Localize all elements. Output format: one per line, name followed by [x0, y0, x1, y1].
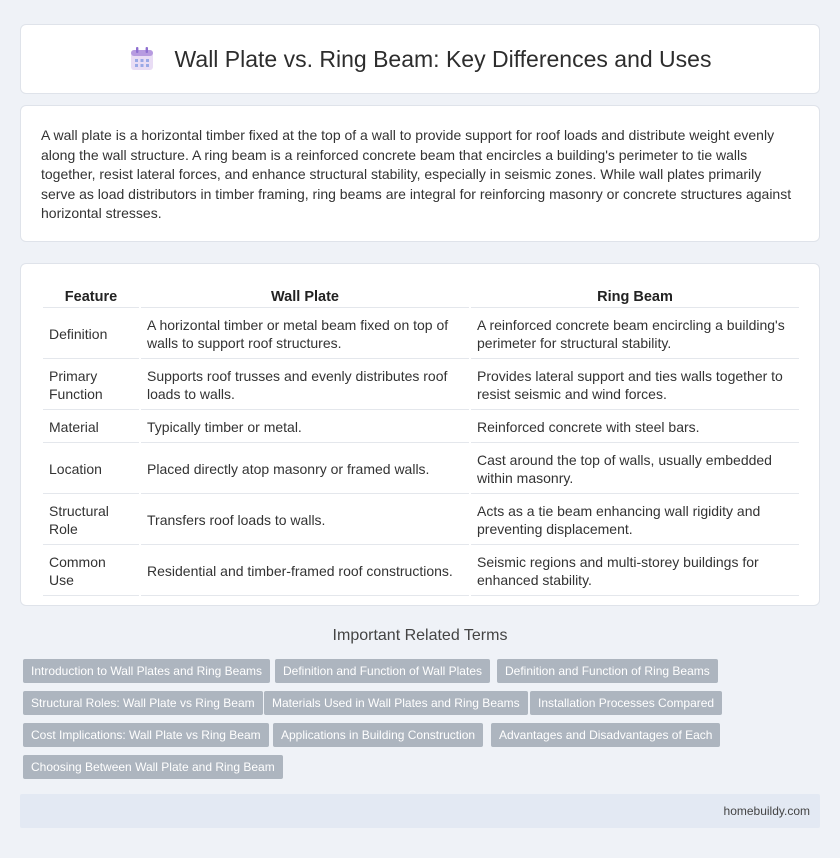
feature-cell: Material	[43, 412, 139, 443]
ring-beam-cell: Seismic regions and multi-storey buildings for enhanced stability.	[471, 547, 799, 596]
footer-site[interactable]: homebuildy.com	[723, 804, 810, 818]
footer	[20, 794, 820, 828]
intro-card	[20, 105, 820, 242]
wall-plate-cell: Supports roof trusses and evenly distributes roof loads to walls.	[141, 361, 469, 410]
comparison-card	[20, 263, 820, 606]
wall-plate-cell: Transfers roof loads to walls.	[141, 496, 469, 545]
related-term-tag[interactable]: Choosing Between Wall Plate and Ring Beam	[23, 755, 283, 779]
comparison-table	[41, 284, 801, 598]
related-term-tag[interactable]: Cost Implications: Wall Plate vs Ring Beam	[23, 723, 269, 747]
wall-plate-cell: Placed directly atop masonry or framed walls.	[141, 445, 469, 494]
table-row	[43, 445, 799, 494]
feature-cell: Common Use	[43, 547, 139, 596]
feature-cell: Location	[43, 445, 139, 494]
related-terms-title: Important Related Terms	[332, 627, 508, 644]
calendar-grid-icon	[129, 46, 155, 72]
ring-beam-cell: Acts as a tie beam enhancing wall rigidity and preventing displacement.	[471, 496, 799, 545]
wall-plate-cell: A horizontal timber or metal beam fixed on top of walls to support roof structures.	[141, 310, 469, 359]
related-term-tag[interactable]: Definition and Function of Ring Beams	[497, 659, 718, 683]
ring-beam-cell: Provides lateral support and ties walls together to resist seismic and wind forces.	[471, 361, 799, 410]
page-title: Wall Plate vs. Ring Beam: Key Differences and Uses	[174, 45, 712, 72]
wall-plate-cell: Residential and timber-framed roof constructions.	[141, 547, 469, 596]
table-row	[43, 361, 799, 410]
ring-beam-cell: Reinforced concrete with steel bars.	[471, 412, 799, 443]
feature-cell: Definition	[43, 310, 139, 359]
header-ring-beam: Ring Beam	[471, 286, 799, 308]
ring-beam-cell: Cast around the top of walls, usually embedded within masonry.	[471, 445, 799, 494]
ring-beam-cell: A reinforced concrete beam encircling a building's perimeter for structural stability.	[471, 310, 799, 359]
table-row	[43, 310, 799, 359]
table-row	[43, 496, 799, 545]
header-feature: Feature	[43, 286, 139, 308]
feature-cell: Structural Role	[43, 496, 139, 545]
table-header-row	[43, 286, 799, 308]
related-term-tag[interactable]: Structural Roles: Wall Plate vs Ring Beam	[23, 691, 263, 715]
page-header	[20, 24, 820, 94]
feature-cell: Primary Function	[43, 361, 139, 410]
wall-plate-cell: Typically timber or metal.	[141, 412, 469, 443]
related-term-tag[interactable]: Introduction to Wall Plates and Ring Beams	[23, 659, 270, 683]
table-row	[43, 547, 799, 596]
related-term-tag[interactable]: Advantages and Disadvantages of Each	[491, 723, 720, 747]
related-term-tag[interactable]: Applications in Building Construction	[273, 723, 483, 747]
related-term-tag[interactable]: Definition and Function of Wall Plates	[275, 659, 490, 683]
header-wall-plate: Wall Plate	[141, 286, 469, 308]
related-term-tag[interactable]: Installation Processes Compared	[530, 691, 722, 715]
related-term-tag[interactable]: Materials Used in Wall Plates and Ring Beams	[264, 691, 528, 715]
intro-text: A wall plate is a horizontal timber fixed at the top of a wall to provide support for roof loads and distribute weight evenly along the wall structure. A ring beam is a reinforced concrete beam that encircles a building's perimeter to tie walls together, resist lateral forces, and enhance structural stability, especially in seismic zones. While wall plates primarily serve as load distributors in timber framing, ring beams are integral for reinforcing masonry or concrete structures against horizontal stresses.	[41, 127, 792, 222]
table-row	[43, 412, 799, 443]
